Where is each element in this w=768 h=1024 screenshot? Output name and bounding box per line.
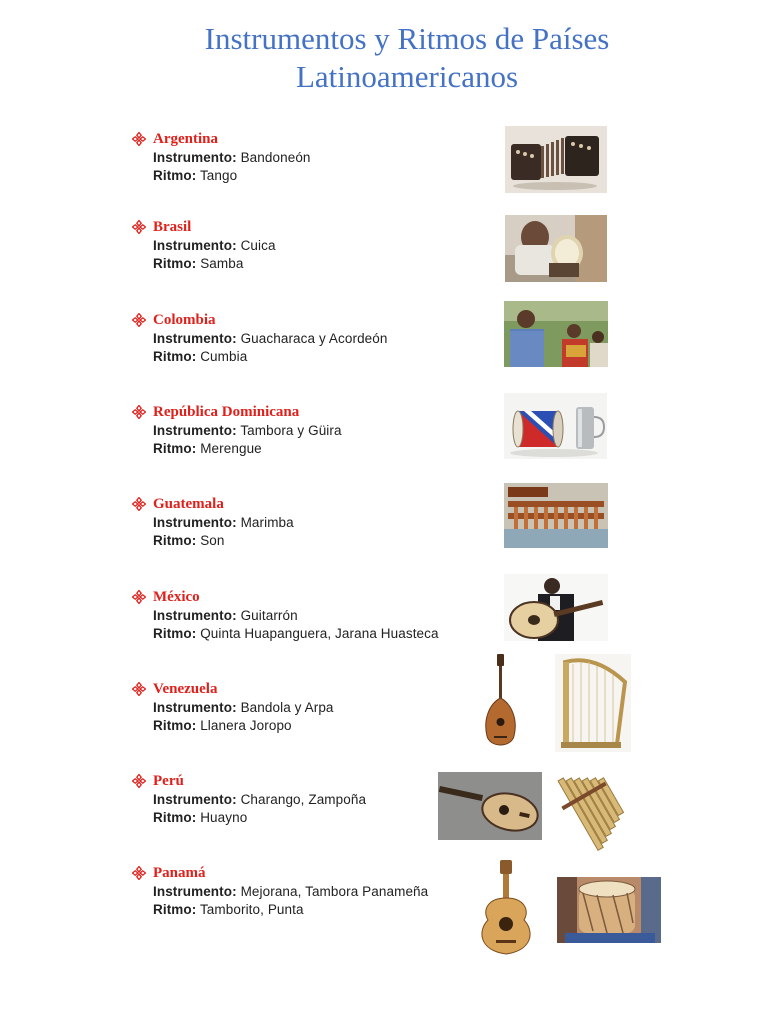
country-entry-republica-dominicana <box>132 403 472 457</box>
rhythm-label: Ritmo: <box>153 348 197 364</box>
rhythm-label: Ritmo: <box>153 625 197 641</box>
rhythm-label: Ritmo: <box>153 167 197 183</box>
rhythm-label: Ritmo: <box>153 809 197 825</box>
instrument-line <box>153 699 472 717</box>
rhythm-line <box>153 809 472 827</box>
rhythm-line <box>153 255 472 273</box>
tambora-panamena-photo <box>557 877 661 943</box>
rhythm-value: Quinta Huapanguera, Jarana Huasteca <box>200 625 439 641</box>
marimba-photo <box>504 483 608 548</box>
rhythm-line <box>153 901 472 919</box>
title-line-1: Instrumentos y Ritmos de Países <box>204 21 610 56</box>
instrument-line <box>153 422 472 440</box>
page-title <box>0 20 768 96</box>
instrument-label: Instrumento: <box>153 331 237 346</box>
country-name: Guatemala <box>153 496 224 512</box>
instrument-value: Guitarrón <box>240 608 298 623</box>
mejorana-photo <box>468 858 544 958</box>
tambora-guira-photo <box>504 393 607 459</box>
rhythm-value: Cumbia <box>200 348 248 364</box>
rhythm-value: Tamborito, Punta <box>199 901 304 917</box>
country-entry-peru <box>132 772 472 826</box>
country-entry-argentina <box>132 130 472 184</box>
country-entry-colombia <box>132 311 472 365</box>
bandoneon-photo <box>505 126 607 193</box>
instrument-line <box>153 514 472 532</box>
diamond-bullet-icon <box>132 497 146 511</box>
country-entry-venezuela <box>132 680 472 734</box>
country-name: Perú <box>153 773 184 789</box>
diamond-bullet-icon <box>132 590 146 604</box>
rhythm-value: Huayno <box>200 809 248 825</box>
title-line-2: Latinoamericanos <box>295 59 519 94</box>
rhythm-line <box>153 625 472 643</box>
country-name: Venezuela <box>153 681 218 697</box>
rhythm-line <box>153 348 472 366</box>
instrument-label: Instrumento: <box>153 700 237 715</box>
instrument-line <box>153 791 472 809</box>
country-name: Brasil <box>153 219 192 235</box>
rhythm-label: Ritmo: <box>153 255 197 271</box>
harp-photo <box>555 654 631 752</box>
diamond-bullet-icon <box>132 682 146 696</box>
instrument-value: Bandola y Arpa <box>240 700 334 715</box>
country-name: Argentina <box>153 131 218 147</box>
country-entry-brasil <box>132 218 472 272</box>
guitarron-player-photo <box>504 574 608 641</box>
charango-photo <box>438 772 542 840</box>
cumbia-musicians-photo <box>504 301 608 367</box>
instrument-line <box>153 883 472 901</box>
country-entry-mexico <box>132 588 472 642</box>
country-name: Colombia <box>153 312 216 328</box>
instrument-label: Instrumento: <box>153 884 237 899</box>
diamond-bullet-icon <box>132 313 146 327</box>
instrument-label: Instrumento: <box>153 792 237 807</box>
country-entry-panama <box>132 864 472 918</box>
rhythm-line <box>153 532 472 550</box>
country-entry-guatemala <box>132 495 472 549</box>
diamond-bullet-icon <box>132 866 146 880</box>
instrument-value: Guacharaca y Acordeón <box>240 331 388 346</box>
rhythm-label: Ritmo: <box>153 532 197 548</box>
country-name: Panamá <box>153 865 206 881</box>
zampona-photo <box>556 760 634 854</box>
bandola-photo <box>480 652 522 752</box>
rhythm-line <box>153 717 472 735</box>
instrument-line <box>153 237 472 255</box>
instrument-label: Instrumento: <box>153 238 237 253</box>
instrument-value: Mejorana, Tambora Panameña <box>240 884 429 899</box>
rhythm-value: Merengue <box>200 440 262 456</box>
instrument-line <box>153 330 472 348</box>
rhythm-label: Ritmo: <box>153 440 197 456</box>
country-name: República Dominicana <box>153 404 300 420</box>
rhythm-value: Son <box>200 532 225 548</box>
instrument-value: Cuica <box>240 238 276 253</box>
instrument-line <box>153 149 472 167</box>
instrument-line <box>153 607 472 625</box>
rhythm-value: Llanera Joropo <box>200 717 292 733</box>
rhythm-label: Ritmo: <box>153 901 197 917</box>
rhythm-value: Samba <box>200 255 244 271</box>
instrument-value: Tambora y Güira <box>240 423 342 438</box>
diamond-bullet-icon <box>132 132 146 146</box>
rhythm-line <box>153 167 472 185</box>
rhythm-value: Tango <box>199 167 238 183</box>
instrument-label: Instrumento: <box>153 150 237 165</box>
instrument-label: Instrumento: <box>153 515 237 530</box>
diamond-bullet-icon <box>132 405 146 419</box>
country-name: México <box>153 589 200 605</box>
diamond-bullet-icon <box>132 774 146 788</box>
rhythm-label: Ritmo: <box>153 717 197 733</box>
diamond-bullet-icon <box>132 220 146 234</box>
instrument-value: Marimba <box>240 515 294 530</box>
rhythm-line <box>153 440 472 458</box>
instrument-value: Bandoneón <box>240 150 311 165</box>
cuica-photo <box>505 215 607 282</box>
instrument-label: Instrumento: <box>153 423 237 438</box>
instrument-label: Instrumento: <box>153 608 237 623</box>
instrument-value: Charango, Zampoña <box>240 792 367 807</box>
